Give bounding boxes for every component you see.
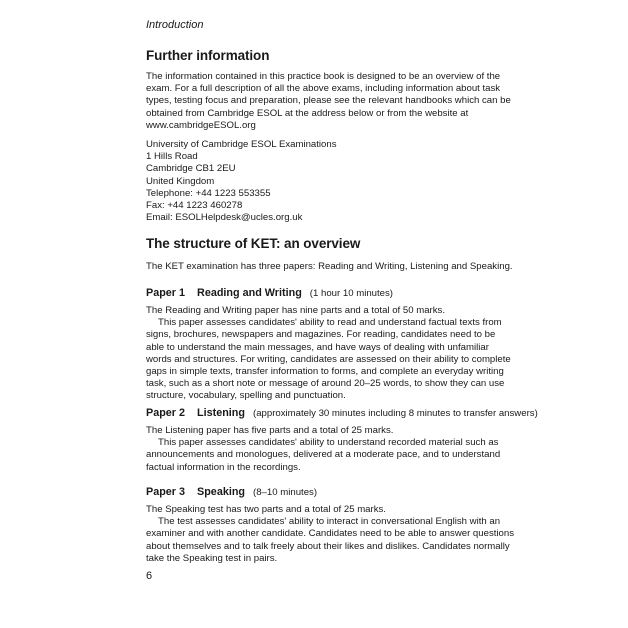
paper-name: Listening — [197, 407, 246, 419]
paper-2-heading — [146, 407, 538, 419]
website-text: www.cambridgeESOL.org — [146, 119, 256, 131]
text-line: gaps in simple texts, transfer information to forms, and complete an everyday writing — [146, 366, 504, 378]
further-info-paragraph — [146, 71, 511, 132]
text-line: The test assesses candidates' ability to interact in conversational English with an — [158, 516, 501, 528]
text-line: announcements and monologues, delivered at a moderate pace, and to understand — [146, 449, 501, 461]
paper-name: Speaking — [197, 486, 246, 498]
text-line: obtained from Cambridge ESOL at the address below or from the website at — [146, 107, 469, 119]
paper-number: Paper 3 — [146, 486, 186, 498]
address-line: 1 Hills Road — [146, 151, 198, 163]
paper-2-description — [146, 425, 501, 474]
text-line: types, testing focus and preparation, please see the relevant handbooks which can be — [146, 95, 511, 107]
address-line: University of Cambridge ESOL Examinations — [146, 139, 337, 150]
text-line: take the Speaking test in pairs. — [146, 552, 278, 564]
text-line: The KET examination has three papers: Reading and Writing, Listening and Speaking. — [146, 261, 513, 272]
paper-3-description — [146, 504, 515, 565]
paper-1-heading — [146, 287, 393, 299]
paper-duration: (approximately 30 minutes including 8 minutes to transfer answers) — [253, 408, 538, 419]
paper-number: Paper 2 — [146, 407, 186, 419]
heading-further-information: Further information — [146, 48, 270, 63]
text-line: This paper assesses candidates' ability to understand recorded material such as — [158, 437, 499, 449]
page-number: 6 — [146, 570, 153, 582]
text-line: The Listening paper has five parts and a total of 25 marks. — [146, 425, 394, 436]
text-line: exam. For a full description of all the above exams, including information about task — [146, 83, 501, 95]
paper-name: Reading and Writing — [197, 287, 302, 299]
text-line: The Reading and Writing paper has nine parts and a total of 50 marks. — [146, 305, 446, 316]
text-line: structure, vocabulary, spelling and punctuation. — [146, 390, 346, 402]
fax-line: Fax: +44 1223 460278 — [146, 200, 243, 212]
running-head: Introduction — [146, 19, 204, 31]
text-line: signs, brochures, newspapers and magazines. For reading, candidates need to be — [146, 329, 496, 341]
paper-1-description — [146, 305, 511, 403]
text-line: The Speaking test has two parts and a total of 25 marks. — [146, 504, 386, 515]
text-line: The information contained in this practice book is designed to be an overview of the — [146, 71, 501, 82]
paper-duration: (1 hour 10 minutes) — [309, 288, 393, 299]
paper-3-heading — [146, 486, 317, 498]
structure-intro — [146, 261, 513, 273]
address-block — [146, 139, 496, 224]
text-line: about themselves and to talk freely about their likes and dislikes. Candidates normally — [146, 540, 510, 552]
heading-structure-overview: The structure of KET: an overview — [146, 236, 361, 251]
text-line: task, such as a short note or message of around 20–25 words, to show they can use — [146, 378, 505, 390]
paper-number: Paper 1 — [146, 287, 186, 299]
paper-duration: (8–10 minutes) — [253, 487, 318, 498]
email-line: Email: ESOLHelpdesk@ucles.org.uk — [146, 212, 303, 224]
address-line: United Kingdom — [146, 175, 215, 187]
text-line: able to understand the main messages, and have ways of dealing with unfamiliar — [146, 341, 489, 353]
address-line: Cambridge CB1 2EU — [146, 163, 236, 175]
text-line: words and structures. For writing, candidates are assessed on their ability to complete — [146, 353, 511, 365]
telephone-line: Telephone: +44 1223 553355 — [146, 187, 271, 199]
text-line: factual information in the recordings. — [146, 461, 301, 473]
text-line: This paper assesses candidates' ability to read and understand factual texts from — [158, 317, 502, 329]
text-line: examiner and with another candidate. Candidates need to be able to answer questions — [146, 528, 515, 540]
